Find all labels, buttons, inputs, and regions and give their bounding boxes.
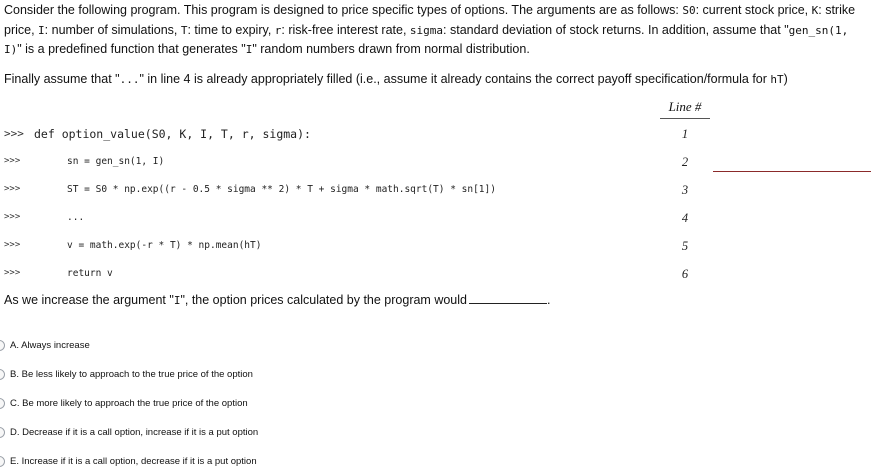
code-line-4	[0, 210, 871, 230]
code-s0: S0	[682, 4, 696, 17]
code-line-3	[0, 182, 871, 202]
intro-text: Consider the following program. This program is designed to price specific types of options. The arguments are as follows:	[4, 3, 683, 17]
line-number: 3	[681, 183, 689, 197]
note-text: Finally assume that "	[4, 72, 120, 86]
option-e[interactable]	[0, 454, 400, 472]
question-text: .	[546, 293, 551, 307]
code-text: ST = S0 * np.exp((r - 0.5 * sigma ** 2) * T + sigma * math.sqrt(T) * sn[1])	[67, 184, 496, 195]
code-line-5	[0, 238, 871, 258]
question-text: ", the option prices calculated by the program would	[180, 293, 467, 307]
option-d[interactable]	[0, 425, 400, 443]
question-text: As we increase the argument "	[4, 293, 174, 307]
line-number: 1	[681, 127, 689, 141]
prompt: >>>	[4, 212, 21, 222]
radio-button[interactable]	[0, 456, 5, 467]
radio-button[interactable]	[0, 340, 5, 351]
code-i: I	[245, 43, 253, 56]
prompt: >>>	[4, 268, 21, 278]
code-text: return v	[67, 268, 113, 279]
prompt: >>>	[4, 156, 21, 166]
option-c[interactable]	[0, 396, 400, 414]
note-text: )	[783, 72, 788, 86]
code-text: ...	[67, 212, 85, 223]
option-label: A. Always increase	[10, 340, 90, 351]
answer-blank	[469, 292, 547, 304]
line-number: 4	[681, 211, 689, 225]
intro-text: : risk-free interest rate,	[281, 22, 410, 37]
option-label: D. Decrease if it is a call option, increase if it is a put option	[10, 427, 259, 438]
line-number-header: Line #	[668, 99, 702, 114]
intro-text: " random numbers drawn from normal distribution.	[252, 42, 530, 56]
code-line-6	[0, 266, 871, 286]
code-line-2	[0, 154, 871, 174]
code-text: v = math.exp(-r * T) * np.mean(hT)	[67, 240, 262, 251]
intro-text: : current stock price,	[695, 3, 812, 17]
problem-intro	[4, 1, 866, 60]
code-i: I	[38, 23, 45, 37]
note-text: " in line 4 is already appropriately filled (i.e., assume it already contains the correct payoff specification/formula for	[139, 72, 771, 86]
code-gen-sn: gen_sn(1, I)	[4, 23, 849, 56]
line-number: 2	[681, 155, 689, 169]
line-number: 6	[681, 267, 689, 281]
prompt: >>>	[4, 240, 21, 250]
problem-note	[4, 70, 866, 89]
code-sigma: sigma	[409, 23, 444, 37]
code-text: def option_value(S0, K, I, T, r, sigma):	[34, 127, 311, 141]
option-b[interactable]	[0, 367, 400, 385]
option-label: C. Be more likely to approach the true price of the option	[10, 398, 248, 409]
code-text: sn = gen_sn(1, I)	[67, 156, 165, 167]
prompt: >>>	[4, 127, 24, 140]
intro-text: " is a predefined function that generates "	[17, 42, 246, 56]
intro-text: : time to expiry,	[187, 22, 275, 37]
prompt: >>>	[4, 184, 21, 194]
option-label: E. Increase if it is a call option, decrease if it is a put option	[10, 456, 257, 467]
code-i: I	[173, 294, 181, 307]
code-ht: hT	[770, 73, 784, 86]
option-label: B. Be less likely to approach to the true price of the option	[10, 369, 253, 380]
option-a[interactable]	[0, 338, 400, 356]
intro-text: : strike price,	[4, 3, 856, 37]
line-number: 5	[681, 239, 689, 253]
radio-button[interactable]	[0, 398, 5, 409]
code-dots: ...	[119, 73, 140, 86]
radio-button[interactable]	[0, 427, 5, 438]
question-prompt	[4, 292, 550, 307]
code-k: K	[811, 4, 819, 17]
code-line-1	[0, 126, 871, 146]
header-divider	[660, 118, 710, 119]
code-r: r	[274, 23, 282, 37]
intro-text: : standard deviation of stock returns. In addition, assume that "	[443, 22, 789, 37]
radio-button[interactable]	[0, 369, 5, 380]
code-t: T	[180, 23, 188, 37]
intro-text: : number of simulations,	[44, 22, 181, 37]
